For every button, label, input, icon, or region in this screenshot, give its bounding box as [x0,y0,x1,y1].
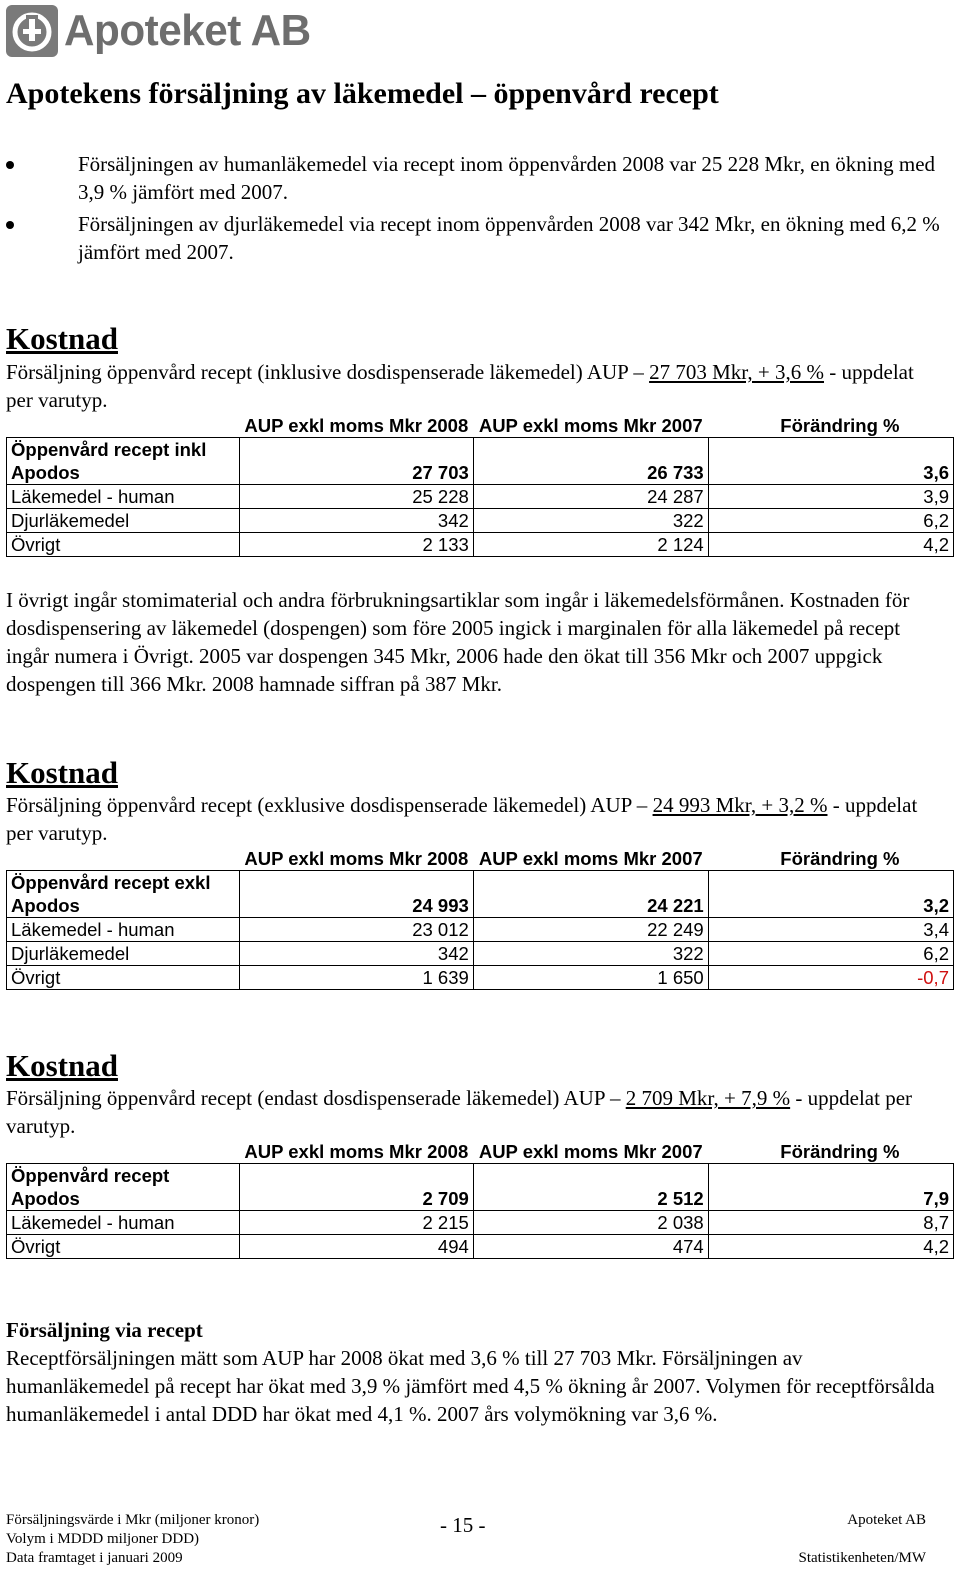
row-label: Övrigt [7,1235,240,1259]
value-2008: 27 703 [239,438,473,485]
table-row [7,942,954,966]
row-label: Läkemedel - human [7,918,240,942]
value-change: 3,6 [708,438,953,485]
section2-intro: Försäljning öppenvård recept (exklusive dosdispenserade läkemedel) AUP – 24 993 Mkr, + 3,2 % - uppdelat per varutyp. [6,793,918,845]
row-label: Öppenvård recept exkl Apodos [7,871,240,918]
section3-intro: Försäljning öppenvård recept (endast dosdispenserade läkemedel) AUP – 2 709 Mkr, + 7,9 % - uppdelat per varutyp. [6,1086,913,1138]
value-2007: 22 249 [473,918,708,942]
logo-text: Apoteket AB [64,6,311,55]
value-2008: 24 993 [239,871,473,918]
value-change: 3,2 [708,871,953,918]
value-2007: 24 287 [473,485,708,509]
bullet-item: Försäljningen av djurläkemedel via recept inom öppenvården 2008 var 342 Mkr, en ökning med 6,2 % jämfört med 2007. [0,210,960,266]
row-label: Övrigt [7,533,240,557]
table-row [7,438,954,485]
column-header-change: Förändring % [780,848,900,869]
apoteket-logo [6,2,321,60]
value-2008: 2 133 [239,533,473,557]
column-header-2007: AUP exkl moms Mkr 2007 [478,415,703,436]
table-row [7,533,954,557]
value-change: 3,4 [708,918,953,942]
value-change: 3,9 [708,485,953,509]
value-change: 7,9 [708,1164,953,1211]
value-2008: 494 [239,1235,473,1259]
value-2008: 25 228 [239,485,473,509]
section1-heading: Kostnad [6,321,118,356]
page-title: Apotekens försäljning av läkemedel – öppenvård recept [6,77,719,110]
column-header-2008: AUP exkl moms Mkr 2008 [244,848,469,869]
column-header-2007: AUP exkl moms Mkr 2007 [478,848,703,869]
section3-heading: Kostnad [6,1048,118,1083]
table-inkl-apodos [6,414,954,557]
value-2007: 24 221 [473,871,708,918]
value-2008: 2 709 [239,1164,473,1211]
row-label: Övrigt [7,966,240,990]
table-row [7,509,954,533]
sales-heading: Försäljning via recept [6,1318,203,1342]
column-header-2007: AUP exkl moms Mkr 2007 [478,1141,703,1162]
value-2007: 2 124 [473,533,708,557]
sales-text: Receptförsäljningen mätt som AUP har 2008 ökat med 3,6 % till 27 703 Mkr. Försäljningen av humanläkemedel på recept har ökat med 3,9 % jämfört med 4,5 % ökning år 2007. Volymen för receptförsålda humanläkemedel i antal DDD har ökat med 4,1 %. 2007 års volymökning var 3,6 %. [6,1346,935,1426]
value-change: 4,2 [708,533,953,557]
row-label: Öppenvård recept Apodos [7,1164,240,1211]
value-change: 4,2 [708,1235,953,1259]
bullet-dot-icon [6,221,14,229]
value-2007: 1 650 [473,966,708,990]
section2-heading: Kostnad [6,755,118,790]
bullet-item: Försäljningen av humanläkemedel via recept inom öppenvården 2008 var 25 228 Mkr, en ökning med 3,9 % jämfört med 2007. [0,150,960,206]
row-label: Öppenvård recept inkl Apodos [7,438,240,485]
value-2007: 2 038 [473,1211,708,1235]
bullet-dot-icon [6,161,14,169]
value-2008: 342 [239,509,473,533]
row-label: Djurläkemedel [7,942,240,966]
section1-note: I övrigt ingår stomimaterial och andra förbrukningsartiklar som ingår i läkemedelsförmånen. Kostnaden för dosdispensering av läkemedel (dospengen) som före 2005 ingick i marginalen för alla läkemedel på recept ingår numera i Övrigt. 2005 var dospengen 345 Mkr, 2006 hade den ökat till 356 Mkr och 2007 uppgick dospengen till 366 Mkr. 2008 hamnade siffran på 387 Mkr. [6,588,910,696]
value-2008: 342 [239,942,473,966]
apoteket-logo-icon [6,5,58,57]
value-change: 6,2 [708,942,953,966]
row-label: Djurläkemedel [7,509,240,533]
table-row [7,485,954,509]
table-apodos [6,1140,954,1259]
column-header-2008: AUP exkl moms Mkr 2008 [244,1141,469,1162]
value-2007: 322 [473,509,708,533]
table-row [7,966,954,990]
value-change: 6,2 [708,509,953,533]
row-label: Läkemedel - human [7,1211,240,1235]
page-number: - 15 - [440,1513,486,1537]
row-label: Läkemedel - human [7,485,240,509]
table-row [7,1235,954,1259]
section1-intro: Försäljning öppenvård recept (inklusive dosdispenserade läkemedel) AUP – 27 703 Mkr, + 3,6 % - uppdelat per varutyp. [6,360,914,412]
value-2008: 23 012 [239,918,473,942]
bullet-list [0,150,960,270]
column-header-2008: AUP exkl moms Mkr 2008 [244,415,469,436]
value-change: -0,7 [708,966,953,990]
value-2007: 2 512 [473,1164,708,1211]
value-2007: 474 [473,1235,708,1259]
table-row [7,871,954,918]
column-header-change: Förändring % [780,415,900,436]
table-row [7,1211,954,1235]
table-row [7,918,954,942]
value-2008: 2 215 [239,1211,473,1235]
value-2008: 1 639 [239,966,473,990]
table-row [7,1164,954,1211]
footer-right: Apoteket AB Statistikenheten/MW [798,1512,926,1566]
value-2007: 26 733 [473,438,708,485]
footer-left: Försäljningsvärde i Mkr (miljoner kronor) Volym i MDDD miljoner DDD) Data framtaget i januari 2009 [6,1512,260,1566]
table-exkl-apodos [6,847,954,990]
value-2007: 322 [473,942,708,966]
column-header-change: Förändring % [780,1141,900,1162]
value-change: 8,7 [708,1211,953,1235]
